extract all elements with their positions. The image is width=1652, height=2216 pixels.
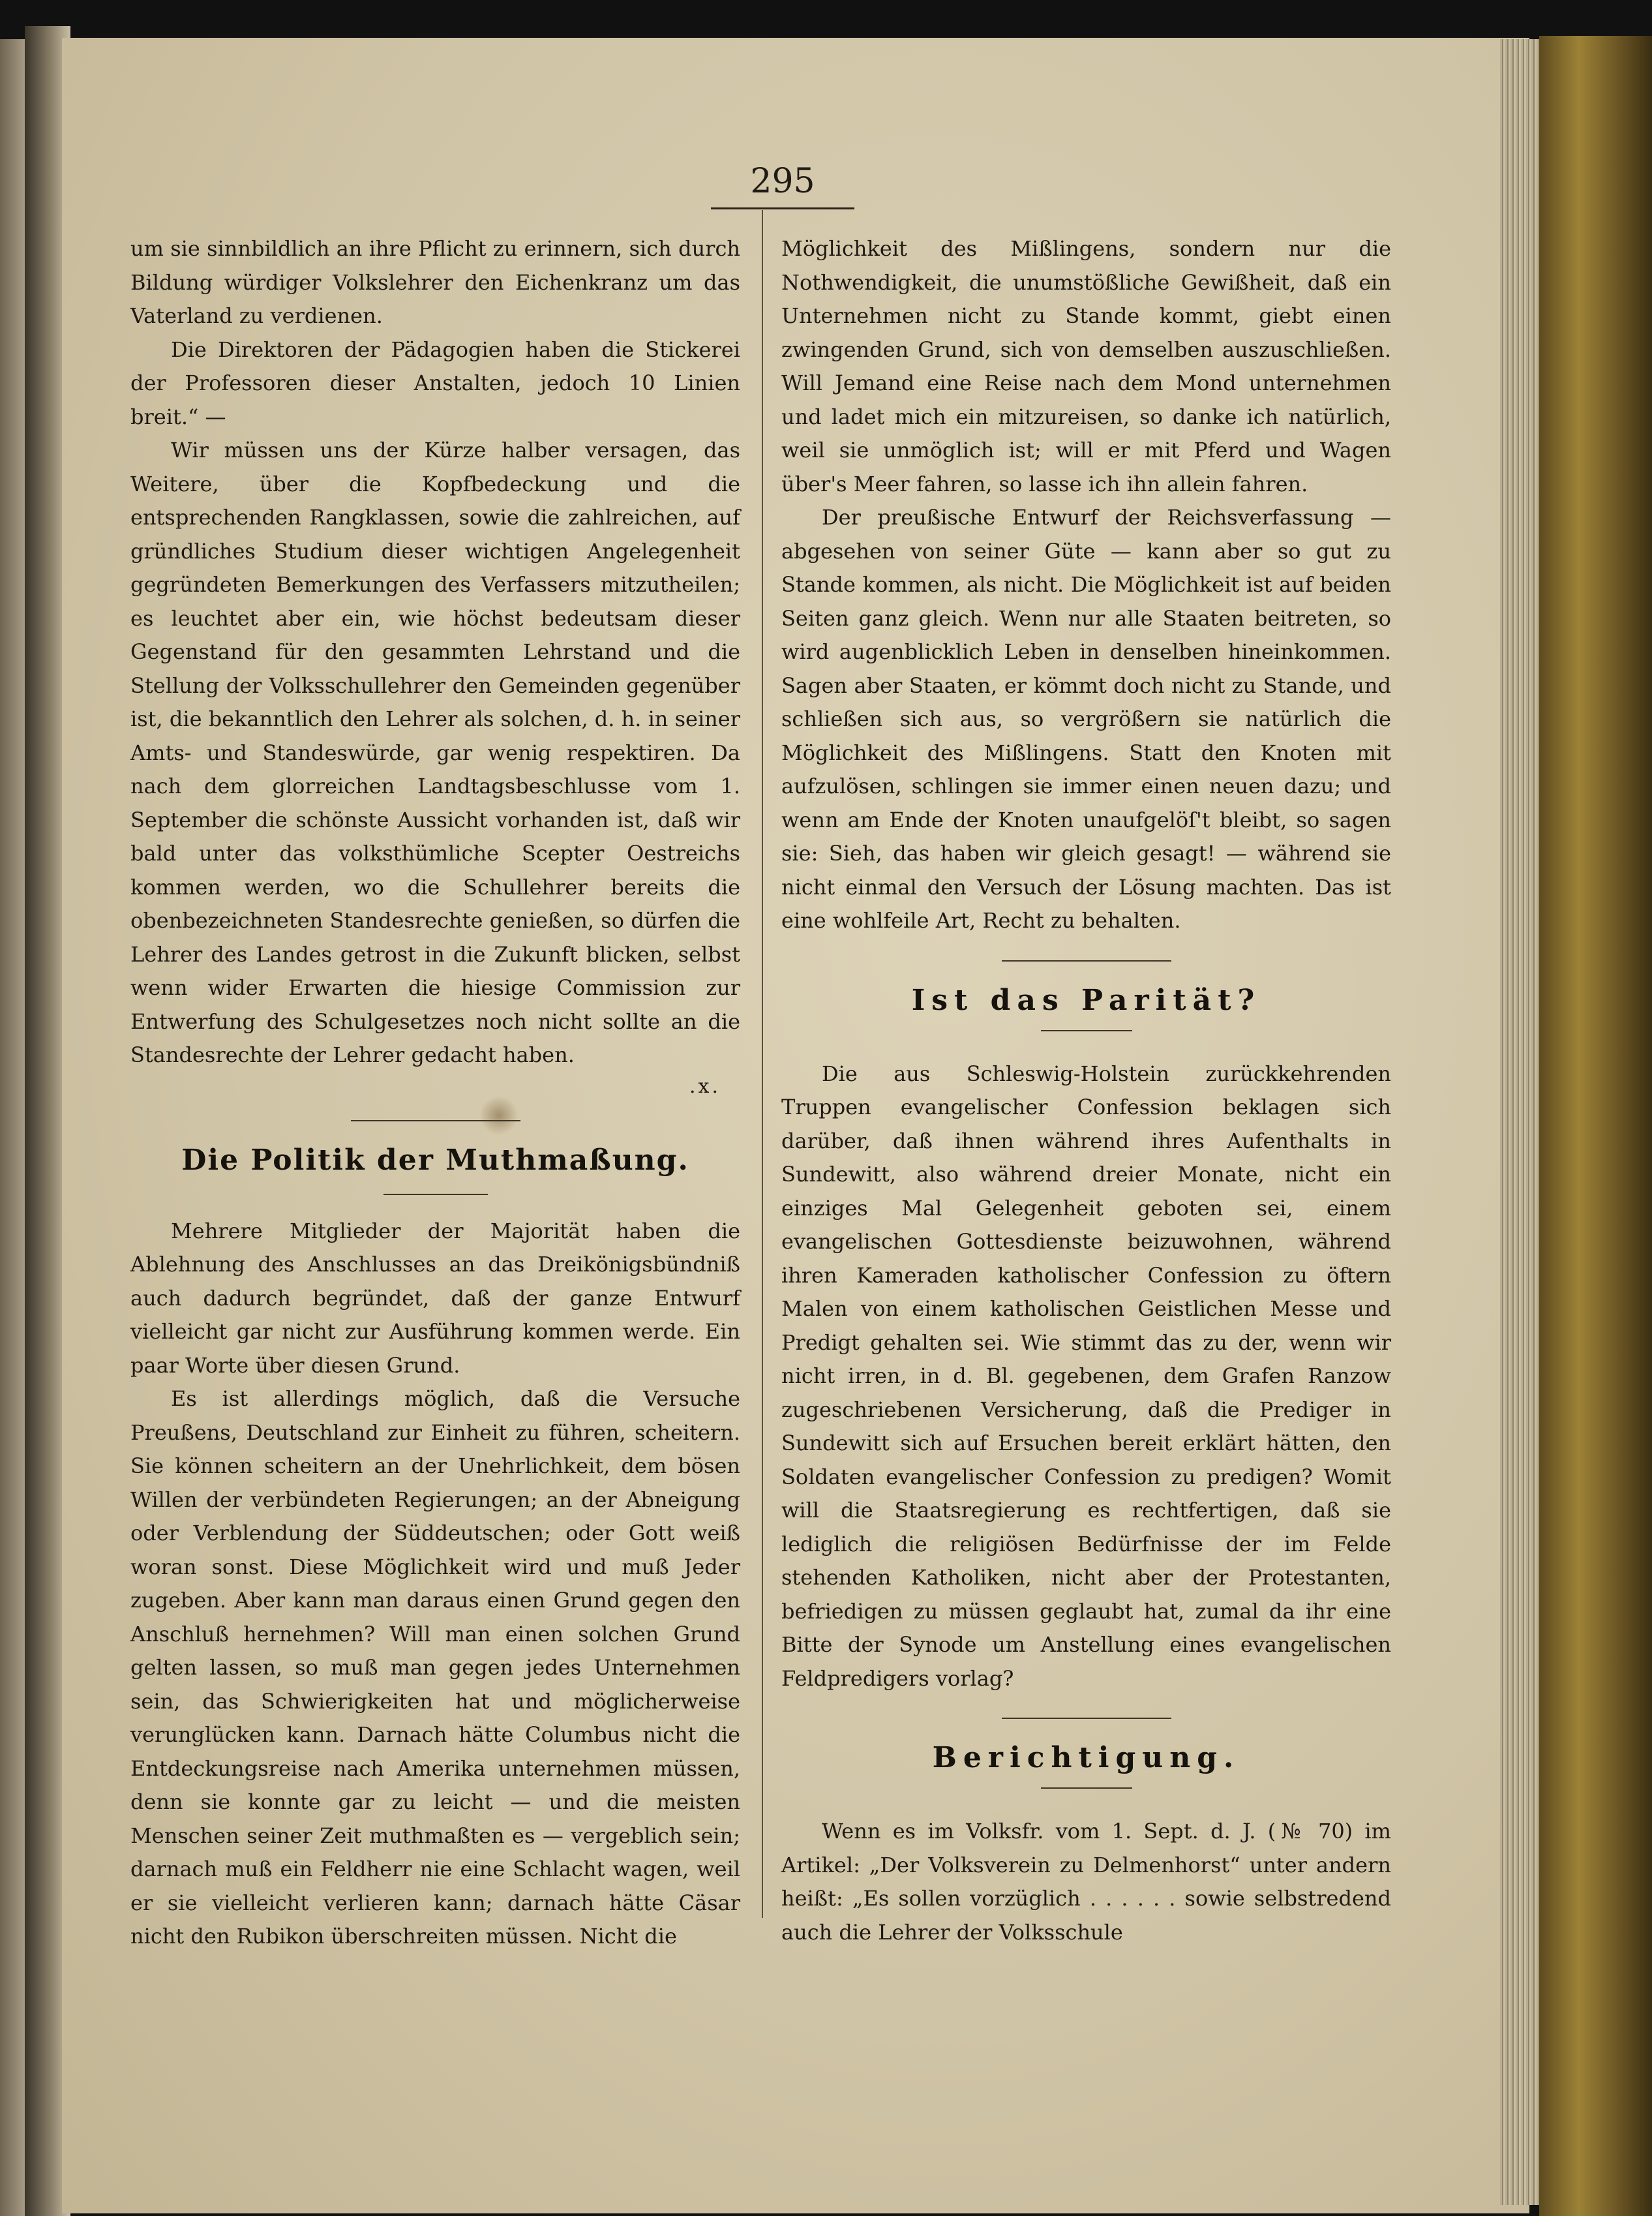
- paragraph: um sie sinnbildlich an ihre Pflicht zu erinnern, sich durch Bildung würdiger Volkslehrer den Eichenkranz um das Vaterland zu verdienen.: [130, 236, 740, 328]
- heading-rule: [1041, 1030, 1132, 1031]
- paragraph: Die aus Schleswig-Holstein zurückkehrenden Truppen evangelischer Confession beklagen sich darüber, daß ihnen während ihres Aufenthalts in Sundewitt, also während dreier Monate, nicht ein einziges Mal Gelegenheit geboten sei, einem evangelischen Gottesdienste beizuwohnen, während ihren Kameraden katholischer Confession zu öftern Malen von einem katholischen Geistlichen Messe und Predigt gehalten sei. Wie stimmt das zu der, wenn wir nicht irren, in d. Bl. gegebenen, dem Grafen Ranzow zugeschriebenen Versicherung, daß die Prediger in Sundewitt sich auf Ersuchen bereit erklärt hätten, den Soldaten evangelischer Confession zu predigen? Womit will die Staatsregierung es rechtfertigen, daß sie lediglich die religiösen Bedürfnisse der im Felde stehenden Katholiken, nicht aber der Protestanten, befriedigen zu müssen geglaubt hat, zumal da ihr eine Bitte der Synode um Anstellung eines evangelischen Feldpredigers vorlag?: [781, 1061, 1391, 1691]
- left-column: [130, 232, 740, 1954]
- paragraph: Möglichkeit des Mißlingens, sondern nur die Nothwendigkeit, die unumstößliche Gewißheit, daß ein Unternehmen nicht zu Stande kommt, giebt einen zwingenden Grund, sich von demselben auszuschließen. Will Jemand eine Reise nach dem Mond unternehmen und ladet mich ein mitzureisen, so danke ich natürlich, weil sie unmöglich ist; will er mit Pferd und Wagen über's Meer fahren, so lasse ich ihn allein fahren.: [781, 236, 1391, 496]
- heading-rule: [1041, 1787, 1132, 1789]
- section-separator: [1002, 1718, 1171, 1719]
- article-heading: Ist das Parität?: [911, 983, 1261, 1017]
- column-divider: [762, 210, 763, 1918]
- article-heading: Die Politik der Muthmaßung.: [181, 1143, 689, 1177]
- page-edge-stack: [1500, 39, 1542, 2205]
- paragraph: Wenn es im Volksfr. vom 1. Sept. d. J. (№ 70) im Artikel: „Der Volksverein zu Delmenhorst“ unter andern heißt: „Es sollen vorzüglich . . . . . . sowie selbstredend auch die Lehrer der Volksschule: [781, 1819, 1391, 1945]
- author-signature: .x.: [689, 1074, 721, 1098]
- page-number-rule: [711, 207, 854, 209]
- paragraph: Wir müssen uns der Kürze halber versagen, das Weitere, über die Kopfbedeckung und die entsprechenden Rangklassen, sowie die zahlreichen, auf gründliches Studium dieser wichtigen Angelegenheit gegründeten Bemerkungen des Verfassers mitzutheilen; es leuchtet aber ein, wie höchst bedeutsam dieser Gegenstand für den gesammten Lehrstand und die Stellung der Volksschullehrer den Gemeinden gegenüber ist, die bekanntlich den Lehrer als solchen, d. h. in seiner Amts- und Standeswürde, gar wenig respektiren. Da nach dem glorreichen Landtagsbeschlusse vom 1. September die schönste Aussicht vorhanden ist, daß wir bald unter das volksthümliche Scepter Oestreichs kommen werden, wo die Schullehrer bereits die obenbezeichneten Standesrechte genießen, so dürfen die Lehrer des Landes getrost in die Zukunft blicken, selbst wenn wider Erwarten die hiesige Commission zur Entwerfung des Schulgesetzes noch nicht sollte an die Standesrechte der Lehrer gedacht haben.: [130, 438, 741, 1067]
- right-column: [781, 232, 1391, 1949]
- paragraph: Die Direktoren der Pädagogien haben die Stickerei der Professoren dieser Anstalten, jedoch 10 Linien breit.“ —: [130, 337, 740, 429]
- paragraph: Es ist allerdings möglich, daß die Versuche Preußens, Deutschland zur Einheit zu führen, scheitern. Sie können scheitern an der Unehrlichkeit, dem bösen Willen der verbündeten Regierungen; an der Abneigung oder Verblendung der Süddeutschen; oder Gott weiß woran sonst. Diese Möglichkeit wird und muß Jeder zugeben. Aber kann man daraus einen Grund gegen den Anschluß hernehmen? Will man einen solchen Grund gelten lassen, so muß man gegen jedes Unternehmen sein, das Schwierigkeiten hat und möglicherweise verunglücken kann. Darnach hätte Columbus nicht die Entdeckungsreise nach Amerika unternehmen müssen, denn sie konnte gar zu leicht — und die meisten Menschen seiner Zeit muthmaßten es — vergeblich sein; darnach muß ein Feldherr nie eine Schlacht wagen, weil er sie vielleicht verlieren kann; darnach hätte Cäsar nicht den Rubikon überschreiten müssen. Nicht die: [130, 1386, 740, 1949]
- heading-rule: [383, 1194, 488, 1195]
- left-page-edge: [0, 39, 26, 2216]
- article-heading: Berichtigung.: [932, 1741, 1240, 1774]
- section-separator: [1002, 960, 1171, 962]
- book-cover-edge: [1539, 36, 1652, 2216]
- page-number: 295: [750, 162, 815, 201]
- section-separator: [351, 1120, 520, 1121]
- paragraph: Mehrere Mitglieder der Majorität haben die Ablehnung des Anschlusses an das Dreikönigsbündniß auch dadurch begründet, daß der ganze Entwurf vielleicht gar nicht zur Ausführung kommen werde. Ein paar Worte über diesen Grund.: [130, 1218, 740, 1378]
- paragraph: Der preußische Entwurf der Reichsverfassung — abgesehen von seiner Güte — kann aber so gut zu Stande kommen, als nicht. Die Möglichkeit ist auf beiden Seiten ganz gleich. Wenn nur alle Staaten beitreten, so wird augenblicklich Leben in denselben hineinkommen. Sagen aber Staaten, er kömmt doch nicht zu Stande, und schließen sich aus, so vergrößern sie natürlich die Möglichkeit des Mißlingens. Statt den Knoten mit aufzulösen, schlingen sie immer einen neuen dazu; und wenn am Ende der Knoten unaufgelöſ't bleibt, so sagen sie: Sieh, das haben wir gleich gesagt! — während sie nicht einmal den Versuch der Lösung machten. Das ist eine wohlfeile Art, Recht zu behalten.: [781, 505, 1391, 933]
